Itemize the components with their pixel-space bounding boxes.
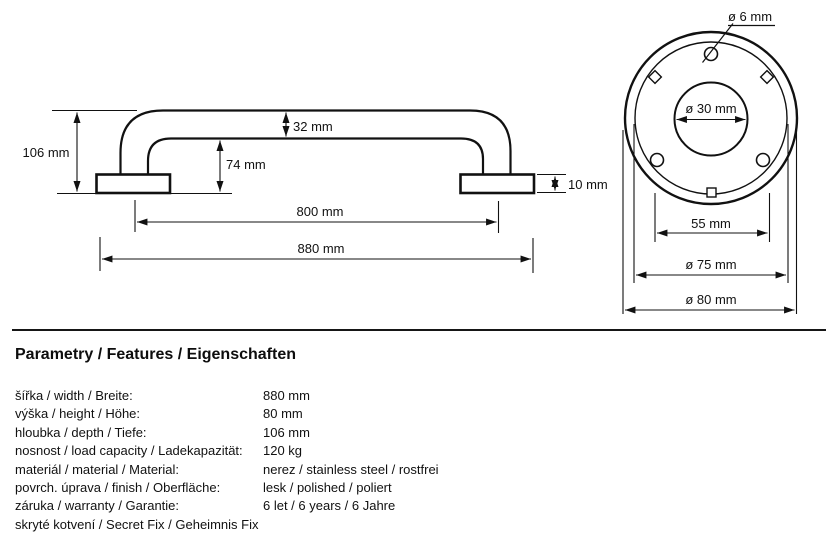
left-flange	[97, 175, 171, 194]
spec-value: 880 mm	[263, 388, 310, 403]
table-row	[15, 387, 815, 405]
spec-value: 120 kg	[263, 443, 303, 459]
spec-label: záruka / warranty / Garantie:	[15, 498, 180, 514]
dim-center-hole-label: ø 30 mm	[685, 101, 737, 116]
top-screw-hole	[705, 48, 718, 61]
dim-tube	[286, 113, 333, 137]
left-screw-hole	[651, 154, 664, 167]
dim-overall-width-label: 880 mm	[297, 241, 345, 256]
dim-hole-spacing-label: 55 mm	[691, 216, 731, 231]
dim-clearance-label: 74 mm	[226, 157, 266, 172]
table-row	[15, 442, 815, 460]
dim-overall-width	[100, 237, 533, 273]
spec-label: šířka / width / Breite:	[15, 388, 133, 403]
spec-label: hloubka / depth / Tiefe:	[15, 424, 147, 440]
spec-value: 6 let / 6 years / 6 Jahre	[263, 498, 396, 514]
spec-value: 80 mm	[263, 406, 303, 422]
dim-plate	[537, 175, 608, 193]
spec-label: povrch. úprava / finish / Oberfläche:	[15, 480, 221, 496]
dim-clearance	[180, 141, 266, 194]
table-row	[15, 497, 815, 515]
spec-value: nerez / stainless steel / rostfrei	[263, 461, 439, 477]
table-row	[15, 424, 815, 442]
table-row	[15, 516, 815, 534]
specs-table	[15, 387, 815, 534]
dim-mount-spacing-label: 800 mm	[296, 204, 344, 219]
specs-section	[15, 345, 815, 534]
spec-value: 106 mm	[263, 424, 310, 440]
bottom-notch	[707, 188, 716, 197]
dim-mount-spacing	[135, 200, 499, 233]
section-divider	[12, 329, 826, 331]
front-view	[623, 9, 797, 314]
dim-flange-outer-label: ø 80 mm	[685, 292, 737, 307]
spec-label: skryté kotvení / Secret Fix / Geheimnis Fix	[15, 516, 259, 532]
table-row	[15, 405, 815, 423]
dim-flange-inner-label: ø 75 mm	[685, 257, 737, 272]
flange-outer-circle	[625, 32, 797, 204]
spec-label: nosnost / load capacity / Ladekapazität:	[15, 443, 243, 459]
table-row	[15, 479, 815, 497]
spec-label: materiál / material / Material:	[15, 461, 179, 477]
table-row	[15, 461, 815, 479]
dim-plate-label: 10 mm	[568, 177, 608, 192]
right-screw-hole	[757, 154, 770, 167]
dim-center-hole	[677, 101, 746, 120]
spec-value	[263, 516, 815, 534]
dim-tube-label: 32 mm	[293, 119, 333, 134]
specs-title: Parametry / Features / Eigenschaften	[15, 346, 296, 363]
dim-screw-hole-label: ø 6 mm	[728, 9, 773, 24]
bar-inner-outline	[148, 139, 483, 175]
dim-hole-spacing	[655, 193, 770, 242]
spec-label: výška / height / Höhe:	[15, 406, 141, 422]
flange-rim-circle	[635, 42, 787, 194]
spec-value: lesk / polished / poliert	[263, 480, 392, 496]
side-view	[23, 111, 608, 274]
right-flange	[461, 175, 535, 194]
dim-depth-label: 106 mm	[22, 145, 70, 160]
